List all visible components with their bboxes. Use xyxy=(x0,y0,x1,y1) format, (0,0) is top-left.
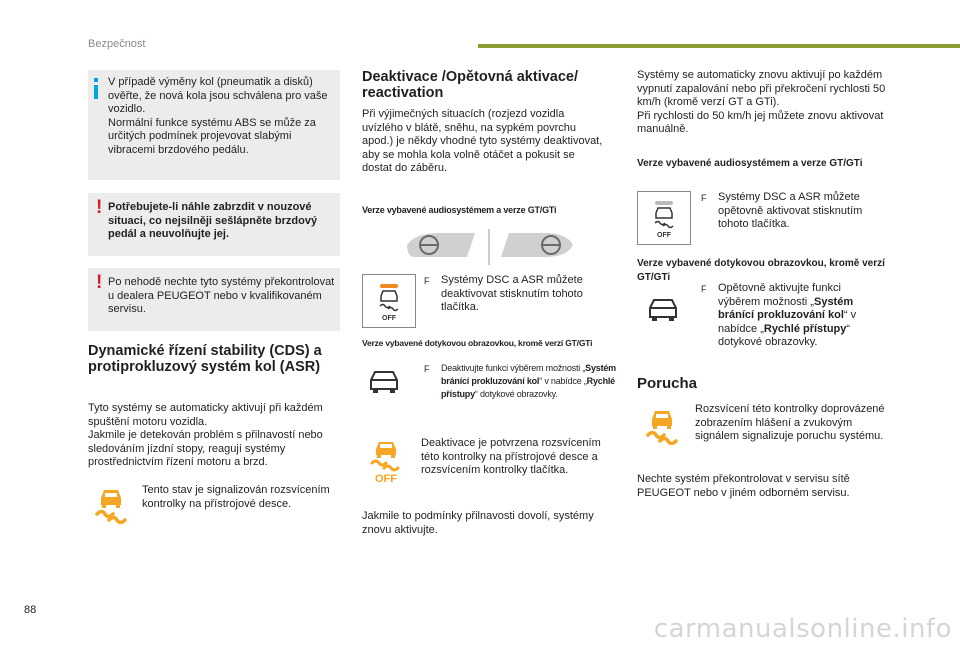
warning-icon: ! xyxy=(96,272,103,293)
svg-text:OFF: OFF xyxy=(382,315,396,322)
bullet-icon: F xyxy=(701,193,707,203)
header-rule xyxy=(478,44,960,48)
warning-text-2: Po nehodě nechte tyto systémy překontrolovat u dealera PEUGEOT nebo v kvalifikovaném servisu. xyxy=(108,276,335,315)
section-title: Bezpečnost xyxy=(88,38,146,50)
stability-fault-icon xyxy=(643,407,681,445)
watermark: carmanualsonline.info xyxy=(653,614,952,644)
fault-text: Rozsvícení této kontrolky doprovázené zobrazením hlášení a zvukovým signálem signalizuje poruchu systému. xyxy=(695,403,885,442)
page-number: 88 xyxy=(24,604,37,616)
fault-footer-text: Nechte systém překontrolovat v servisu sítě PEUGEOT nebo v jiném odborném servisu. xyxy=(637,473,850,499)
touch-text-mid: “ v nabídce „ xyxy=(539,376,587,386)
touch-text-pre-2: Opětovně aktivujte funkci výběrem možnosti „ xyxy=(718,282,841,308)
warning-icon: ! xyxy=(96,197,103,218)
warning-box-1 xyxy=(88,193,340,256)
fault-heading: Porucha xyxy=(637,375,698,392)
car-settings-icon xyxy=(645,296,681,324)
bullet-icon: F xyxy=(701,284,707,294)
touch-text-option-2: Systém bránící prokluzování kol xyxy=(718,295,854,321)
warning-box-2 xyxy=(88,268,340,331)
touch-text-mid-2: “ v nabídce „ xyxy=(718,309,857,335)
stability-warning-icon xyxy=(92,486,130,524)
off-confirmation-text: Deaktivace je potvrzena rozsvícením této kontrolky na přístrojové desce a rozsvícením kontrolky tlačítka. xyxy=(421,437,601,476)
touch-text-pre: Deaktivujte funkci výběrem možnosti „ xyxy=(441,363,586,373)
info-box xyxy=(88,70,340,180)
auto-reactivation-text: Systémy se automaticky znovu aktivují po každém vypnutí zapalování nebo při překročení rychlosti 50 km/h (kromě verzí GT a GTi). Při rychlosti do 50 km/h jej můžete znovu aktivovat manuálně. xyxy=(637,69,886,135)
esp-off-button-2[interactable] xyxy=(637,191,691,245)
touch-version-label-2: Verze vybavené dotykovou obrazovkou, kromě verzí GT/GTi xyxy=(637,258,885,283)
audio-version-label-2: Verze vybavené audiosystémem a verze GT/GTi xyxy=(637,158,863,169)
cds-asr-heading: Dynamické řízení stability (CDS) a protiprokluzový systém kol (ASR) xyxy=(88,343,322,375)
touch-version-label: Verze vybavené dotykovou obrazovkou, kromě verzí GT/GTi xyxy=(362,338,593,348)
stability-off-warning-icon xyxy=(366,438,406,484)
indicator-text: Tento stav je signalizován rozsvícením kontrolky na přístrojové desce. xyxy=(142,484,330,510)
audio-bullet-text: Systémy DSC a ASR můžete deaktivovat stisknutím tohoto tlačítka. xyxy=(441,274,583,313)
touch-bullet-text xyxy=(441,362,619,401)
bullet-icon: F xyxy=(424,276,430,286)
touch-text-menu-2: Rychlé přístupy xyxy=(763,322,847,335)
touch-text-option: Systém bránící prokluzování kol xyxy=(441,363,616,386)
svg-text:OFF: OFF xyxy=(657,232,671,239)
reactivate-note: Jakmile to podmínky přilnavosti dovolí, systémy znovu aktivujte. xyxy=(362,510,594,536)
deactivation-intro: Při výjimečných situacích (rozjezd vozidla uvízlého v blátě, sněhu, na sypkém povrchu apod.) je někdy vhodné tyto systémy deaktivovat, aby se mohla kola volně otáčet a pokusit se dostat do záběru. xyxy=(362,108,603,174)
touch-text-post-2: “ dotykové obrazovky. xyxy=(718,322,851,348)
deactivation-heading: Deaktivace /Opětovná aktivace/ reactivation xyxy=(362,69,579,101)
dashboard-buttons-image xyxy=(405,229,575,265)
cds-asr-body: Tyto systémy se automaticky aktivují při každém spuštění motoru vozidla. Jakmile je detekován problém s přilnavostí nebo sledováním jízdní stopy, reagují systémy prostřednictvím řízení motoru a brzd. xyxy=(88,402,323,468)
warning-text-1: Potřebujete-li náhle zabrzdit v nouzové situaci, co nejsilněji sešlápněte brzdový pedál a neuvolňujte jej. xyxy=(108,201,318,240)
bullet-icon: F xyxy=(424,364,430,374)
esp-off-button[interactable] xyxy=(362,274,416,328)
audio-version-label: Verze vybavené audiosystémem a verze GT/GTi xyxy=(362,205,557,215)
touch-bullet-text-2 xyxy=(718,282,886,350)
svg-text:OFF: OFF xyxy=(375,473,397,484)
info-icon xyxy=(94,78,98,100)
car-settings-icon xyxy=(366,368,402,396)
audio-bullet-text-2: Systémy DSC a ASR můžete opětovně aktivovat stisknutím tohoto tlačítka. xyxy=(718,191,863,230)
touch-text-menu: Rychlé přístupy xyxy=(441,376,615,399)
info-text: V případě výměny kol (pneumatik a disků) ověřte, že nová kola jsou schválena pro vaše vozidlo. Normální funkce systému ABS se může za určitých podmínek projevovat slabými vibracemi brzdového pedálu. xyxy=(108,76,328,156)
touch-text-post: “ dotykové obrazovky. xyxy=(474,389,558,399)
